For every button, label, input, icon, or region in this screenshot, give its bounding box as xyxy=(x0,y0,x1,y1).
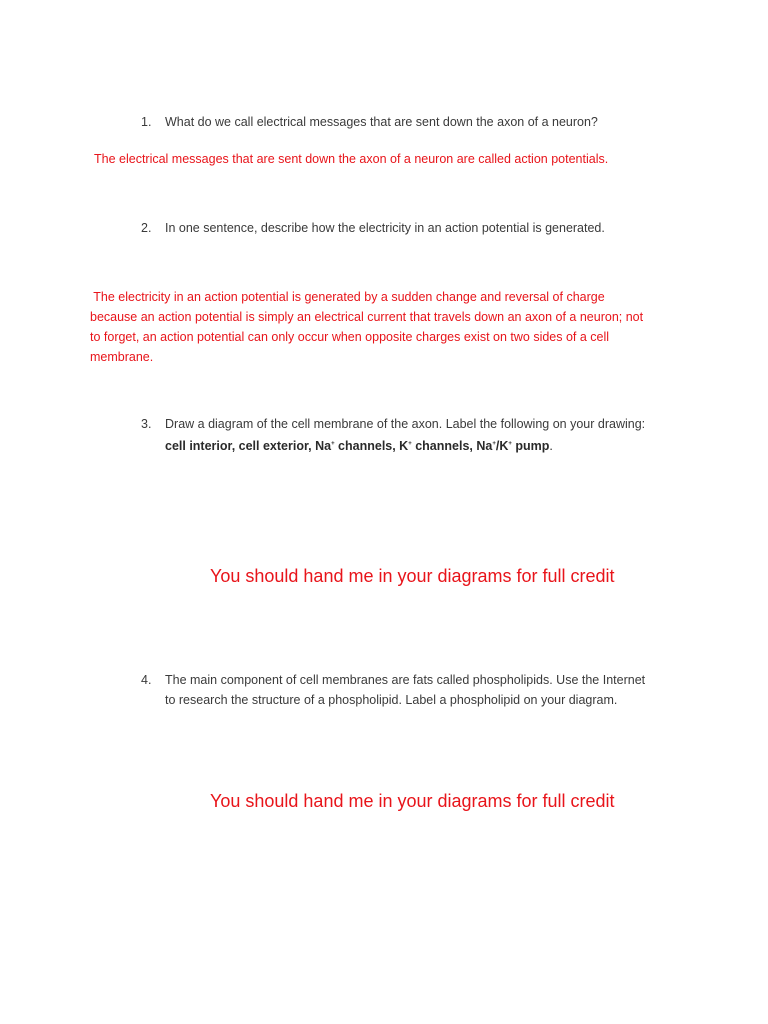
answer-line: because an action potential is simply an electrical current that travels down an axon of a neuron; not xyxy=(90,310,644,324)
answer-line: membrane. xyxy=(90,350,154,364)
answer-1: The electrical messages that are sent down the axon of a neuron are called action potentials. xyxy=(94,152,609,166)
superscript: + xyxy=(508,441,512,447)
question-number: 1. xyxy=(141,115,152,129)
question-text-line: to research the structure of a phospholipid. Label a phospholipid on your diagram. xyxy=(165,693,618,707)
label-text: pump xyxy=(511,439,550,453)
answer-line: to forget, an action potential can only occur when opposite charges exist on two sides of a cell xyxy=(90,330,610,344)
question-text: What do we call electrical messages that are sent down the axon of a neuron? xyxy=(165,115,598,129)
question-number: 3. xyxy=(141,417,152,431)
question-1 xyxy=(141,112,745,132)
question-number: 4. xyxy=(141,673,152,687)
superscript: + xyxy=(492,441,496,447)
question-text: In one sentence, describe how the electricity in an action potential is generated. xyxy=(165,221,605,235)
question-labels xyxy=(165,434,745,456)
label-text: channels, K xyxy=(334,439,409,453)
answer-line: The electricity in an action potential is generated by a sudden change and reversal of charge xyxy=(90,290,605,304)
answer-2 xyxy=(90,287,750,367)
label-end: . xyxy=(549,439,553,453)
label-text: /K xyxy=(495,439,509,453)
question-4 xyxy=(141,670,755,710)
answer-3: You should hand me in your diagrams for full credit xyxy=(210,566,615,586)
question-text-line: The main component of cell membranes are fats called phospholipids. Use the Internet xyxy=(165,673,646,687)
label-text: cell interior, cell exterior, Na xyxy=(165,439,332,453)
label-text: channels, Na xyxy=(411,439,493,453)
superscript: + xyxy=(331,441,335,447)
question-number: 2. xyxy=(141,221,152,235)
question-3 xyxy=(141,414,745,456)
question-text: Draw a diagram of the cell membrane of the axon. Label the following on your drawing: xyxy=(165,417,646,431)
superscript: + xyxy=(408,441,412,447)
answer-4: You should hand me in your diagrams for full credit xyxy=(210,791,615,811)
question-2 xyxy=(141,218,745,238)
